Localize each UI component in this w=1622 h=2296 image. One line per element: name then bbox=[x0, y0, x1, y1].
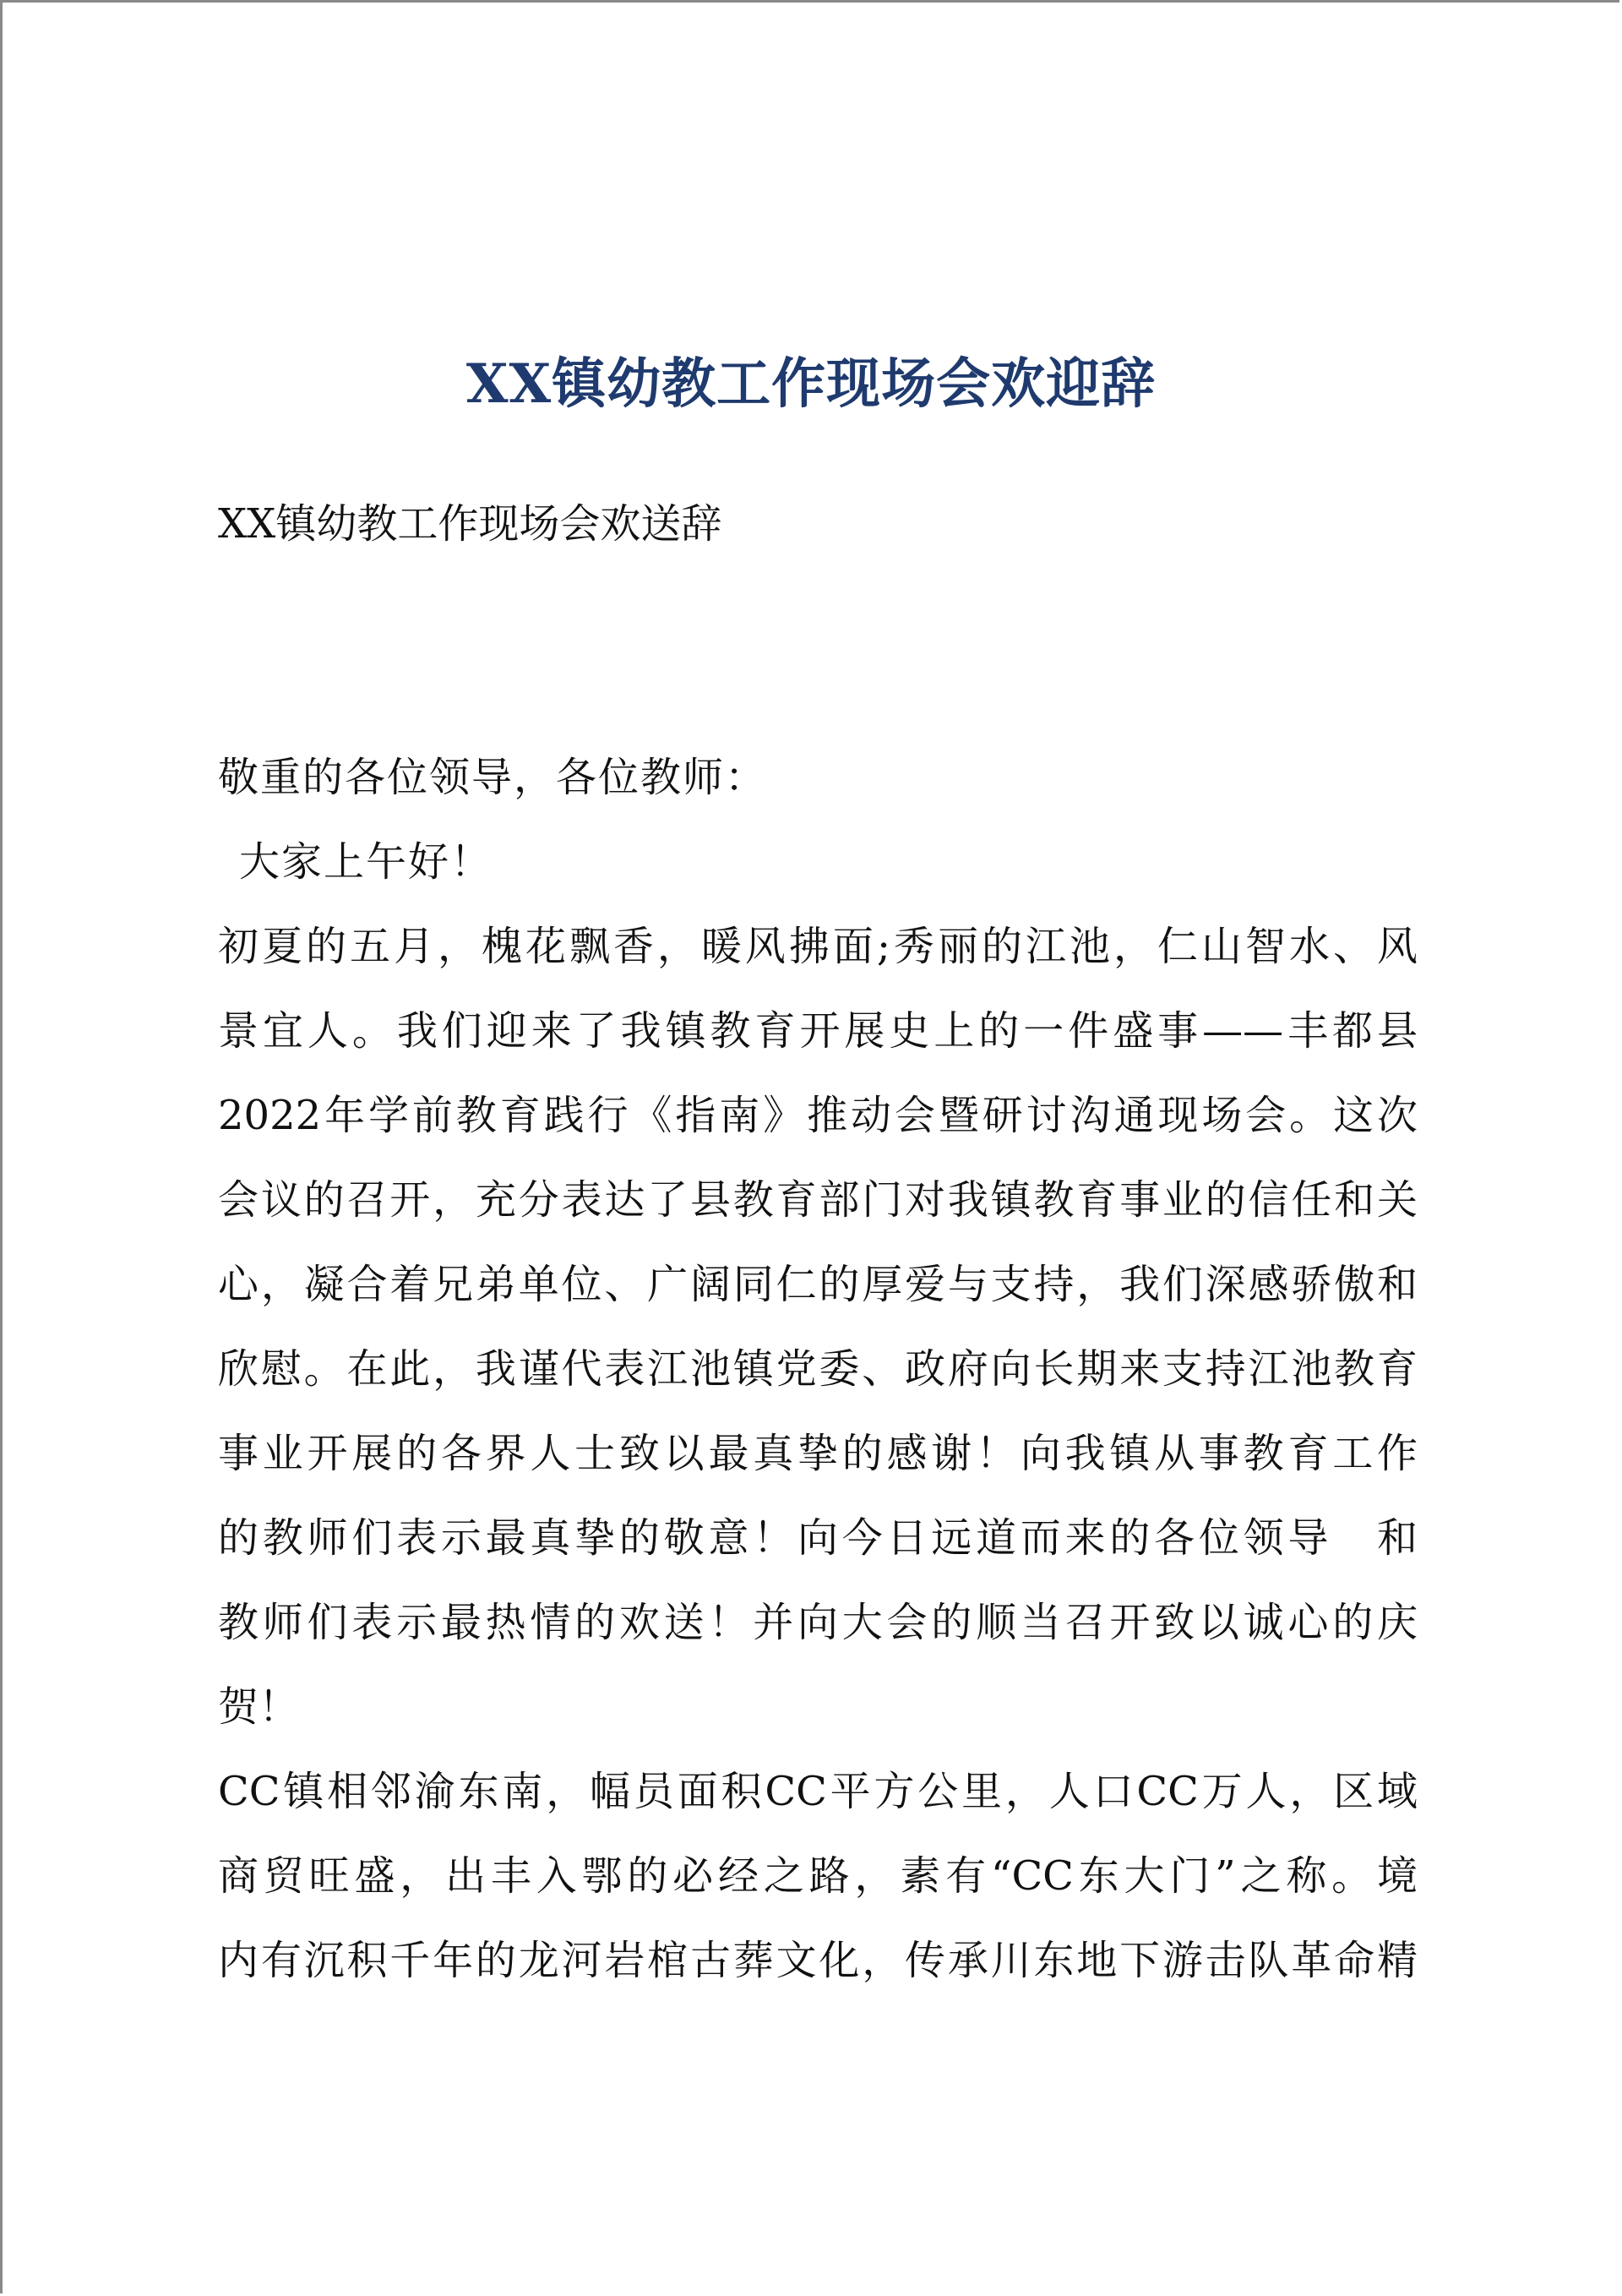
paragraph-2 bbox=[218, 1749, 1418, 2003]
document-title: XX镇幼教工作现场会欢迎辞 bbox=[465, 352, 1157, 416]
paragraph-line: 商贸旺盛，出丰入鄂的必经之路，素有“CC东大门”之称。境 bbox=[218, 1852, 1418, 1900]
salutation: 敬重的各位领导，各位教师： bbox=[218, 754, 768, 801]
document-subtitle: XX镇幼教工作现场会欢送辞 bbox=[218, 500, 722, 548]
paragraph-line: CC镇相邻渝东南，幅员面积CC平方公里，人口CC万人，区域 bbox=[218, 1768, 1418, 1815]
paragraph-line: 教师们表示最热情的欢送！并向大会的顺当召开致以诚心的庆 bbox=[218, 1599, 1418, 1646]
paragraph-line: 的教师们表示最真挚的敬意！向今日远道而来的各位领导 和 bbox=[218, 1514, 1418, 1562]
paragraph-line: 会议的召开，充分表达了县教育部门对我镇教育事业的信任和关 bbox=[218, 1176, 1418, 1224]
paragraph-line: 2022年学前教育践行《指南》推动会暨研讨沟通现场会。这次 bbox=[218, 1092, 1418, 1139]
paragraph-line: 事业开展的各界人士致以最真挚的感谢！向我镇从事教育工作 bbox=[218, 1430, 1418, 1477]
paragraph-line: 心，凝合着兄弟单位、广阔同仁的厚爱与支持，我们深感骄傲和 bbox=[218, 1261, 1418, 1308]
paragraph-line: 初夏的五月，槐花飘香，暖风拂面;秀丽的江池，仁山智水、风 bbox=[218, 923, 1418, 970]
greeting: 大家上午好！ bbox=[239, 838, 493, 886]
paragraph-line: 景宜人。我们迎来了我镇教育开展史上的一件盛事——丰都县 bbox=[218, 1007, 1418, 1055]
paragraph-1 bbox=[218, 904, 1418, 1749]
paragraph-line: 欣慰。在此，我谨代表江池镇党委、政府向长期来支持江池教育 bbox=[218, 1345, 1418, 1393]
paragraph-line: 贺！ bbox=[218, 1683, 300, 1731]
paragraph-line: 内有沉积千年的龙河岩棺古葬文化，传承川东地下游击队革命精 bbox=[218, 1937, 1418, 1984]
